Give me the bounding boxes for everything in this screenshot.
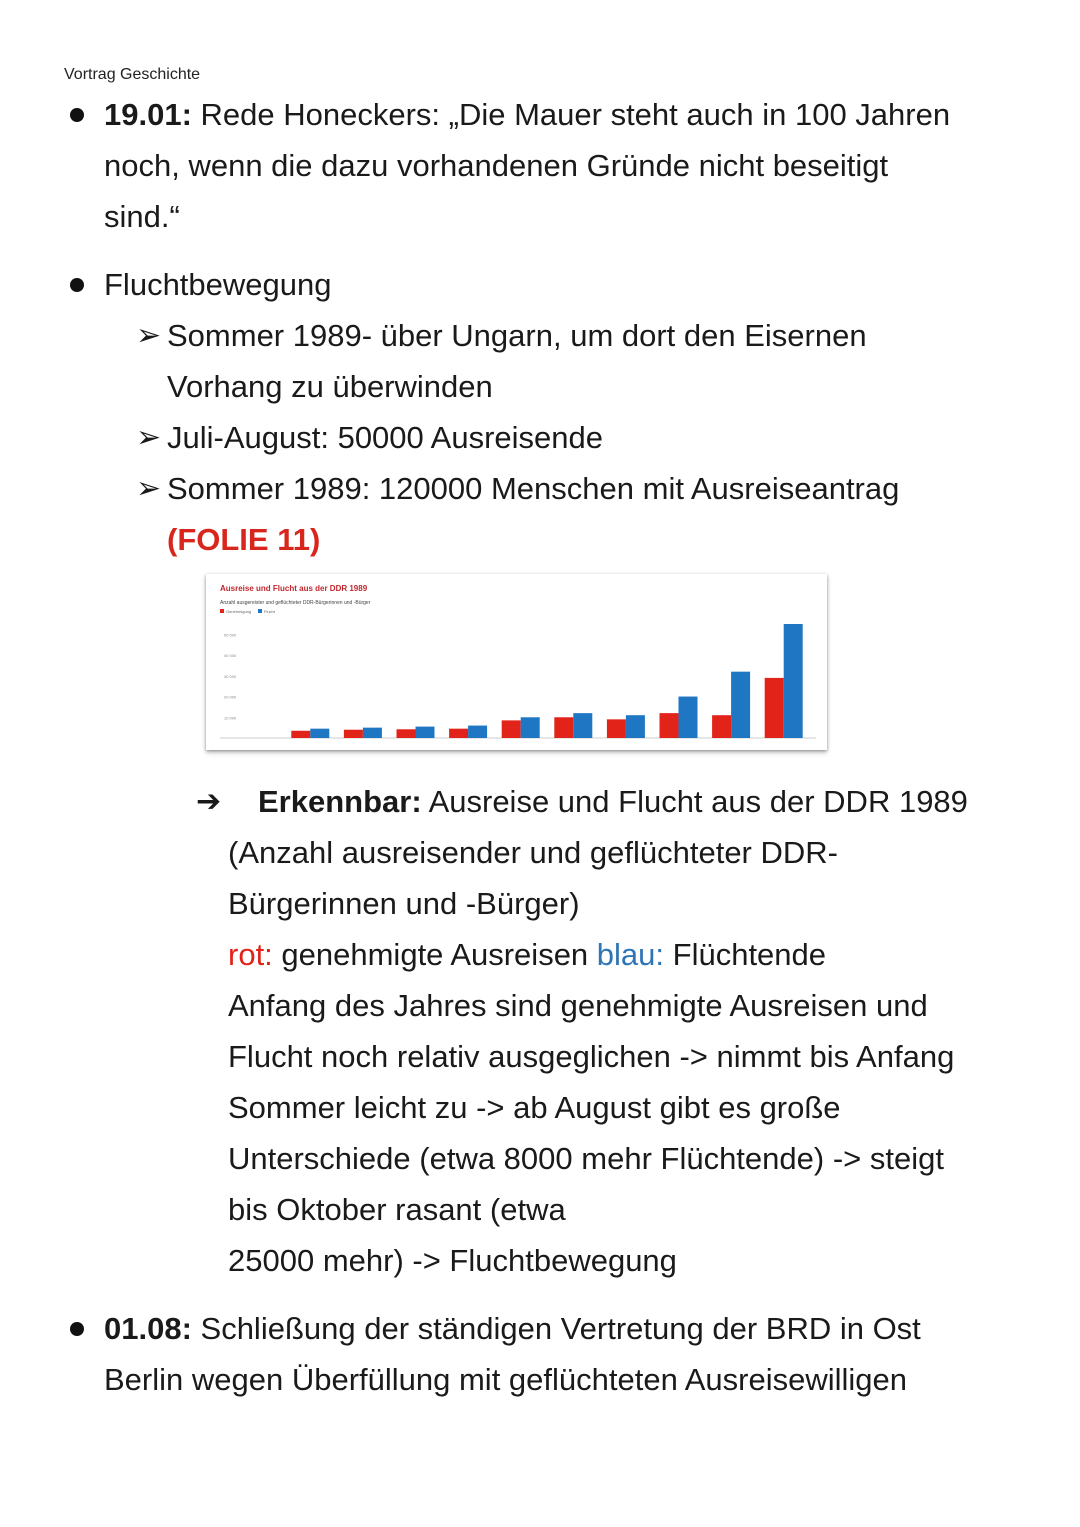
- item1-line2: noch, wenn die dazu vorhandenen Gründe nicht beseitigt: [104, 148, 889, 183]
- chart-frame: [206, 574, 827, 750]
- legend-swatch-genehmigung: [220, 609, 224, 613]
- bar-flucht-3: [416, 727, 435, 738]
- bar-genehmigung-1: [291, 731, 310, 738]
- bar-flucht-10: [784, 624, 803, 738]
- chart-title: Ausreise und Flucht aus der DDR 1989: [220, 584, 368, 593]
- sub1-line2: Vorhang zu überwinden: [167, 369, 493, 404]
- item1-line1: [104, 89, 950, 140]
- item3-line2: Berlin wegen Überfüllung mit geflüchteten Ausreisewilligen: [104, 1362, 908, 1397]
- conclusion-line10: 25000 mehr) -> Fluchtbewegung: [228, 1243, 677, 1278]
- bullet-dot: [70, 108, 84, 122]
- conclusion-line7: Sommer leicht zu -> ab August gibt es große: [228, 1090, 841, 1125]
- item1-text: Rede Honeckers: „Die Mauer steht auch in 100 Jahren: [191, 97, 951, 132]
- document-title: Vortrag Geschichte: [64, 66, 201, 83]
- bar-genehmigung-9: [712, 715, 731, 738]
- arrowhead-bullet-icon: ➢: [136, 319, 162, 352]
- folie-label: (FOLIE 11): [167, 522, 321, 557]
- legend-label-flucht: Flucht: [264, 609, 275, 614]
- bar-flucht-2: [363, 728, 382, 738]
- item3-line1: [104, 1303, 921, 1354]
- bar-chart: [206, 574, 827, 750]
- legend-explanation: [228, 929, 826, 980]
- conclusion-line3: Bürgerinnen und -Bürger): [228, 886, 580, 921]
- y-tick-label: 50 000: [224, 632, 237, 638]
- y-tick-label: 30 000: [224, 673, 237, 679]
- y-tick-label: 10 000: [224, 715, 237, 721]
- chart-subtitle: Anzahl ausgereister und geflüchteter DDR-Bürgerinnen und -Bürger: [220, 600, 371, 606]
- bar-flucht-7: [626, 715, 645, 738]
- rot-label: rot:: [228, 937, 273, 972]
- legend-swatch-flucht: [258, 609, 262, 613]
- y-tick-label: 40 000: [224, 653, 237, 659]
- erkennbar-label: Erkennbar:: [258, 784, 422, 819]
- item3-text: Schließung der ständigen Vertretung der BRD in Ost: [191, 1311, 921, 1346]
- conclusion-line5: Anfang des Jahres sind genehmigte Ausreisen und: [228, 988, 928, 1023]
- bar-genehmigung-6: [554, 717, 573, 738]
- bar-genehmigung-2: [344, 730, 363, 738]
- bar-flucht-9: [731, 672, 750, 738]
- conclusion-line9: bis Oktober rasant (etwa: [228, 1192, 566, 1227]
- bullet-dot: [70, 1322, 84, 1336]
- bar-genehmigung-7: [607, 719, 626, 738]
- rot-text: genehmigte Ausreisen: [272, 937, 597, 972]
- legend-label-genehmigung: Genehmigung: [226, 609, 252, 614]
- bar-genehmigung-8: [660, 713, 679, 738]
- right-arrow-icon: ➔: [196, 785, 222, 818]
- item1-line3: sind.“: [104, 199, 180, 234]
- arrowhead-bullet-icon: ➢: [136, 472, 162, 505]
- bar-flucht-5: [521, 717, 540, 738]
- bar-genehmigung-3: [397, 729, 416, 738]
- sub3-line1: Sommer 1989: 120000 Menschen mit Ausreiseantrag: [167, 471, 900, 506]
- bar-flucht-6: [573, 713, 592, 738]
- blau-label: blau:: [596, 937, 665, 972]
- bar-flucht-4: [468, 726, 487, 738]
- bullet-dot: [70, 278, 84, 292]
- conclusion-line6: Flucht noch relativ ausgeglichen -> nimmt bis Anfang: [228, 1039, 955, 1074]
- conclusion-line8: Unterschiede (etwa 8000 mehr Flüchtende) -> steigt: [228, 1141, 944, 1176]
- sub2-line1: Juli-August: 50000 Ausreisende: [167, 420, 604, 455]
- bar-flucht-1: [310, 729, 329, 738]
- bar-genehmigung-10: [765, 678, 784, 738]
- item1-date: 19.01:: [104, 97, 192, 132]
- y-tick-label: 20 000: [224, 694, 237, 700]
- conclusion-line2: (Anzahl ausreisender und geflüchteter DDR-: [228, 835, 838, 870]
- bar-flucht-8: [679, 697, 698, 738]
- item2-heading: Fluchtbewegung: [104, 267, 332, 302]
- arrowhead-bullet-icon: ➢: [136, 421, 162, 454]
- conclusion-line1: [258, 776, 968, 827]
- sub1-line1: Sommer 1989- über Ungarn, um dort den Eisernen: [167, 318, 867, 353]
- conclusion-text: Ausreise und Flucht aus der DDR 1989: [421, 784, 968, 819]
- blau-text: Flüchtende: [664, 937, 827, 972]
- item3-date: 01.08:: [104, 1311, 192, 1346]
- bar-genehmigung-4: [449, 729, 468, 738]
- bar-genehmigung-5: [502, 720, 521, 738]
